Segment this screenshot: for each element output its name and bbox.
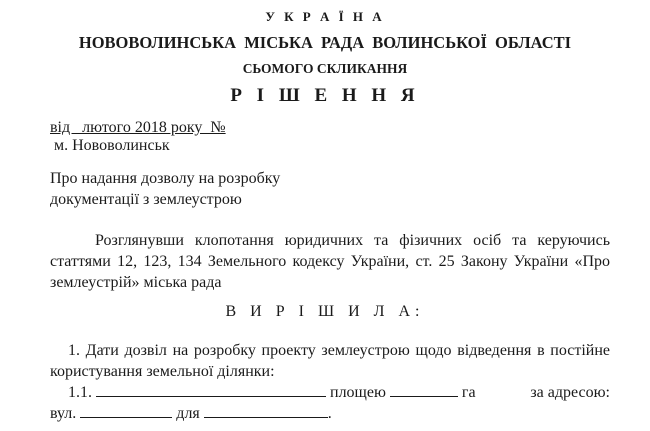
blank-field-purpose[interactable] [204, 403, 328, 418]
preamble-text: Розглянувши клопотання юридичних та фізичних осіб та керуючись статтями 12, 123, 134 Земельного кодексу України, ст. 25 Закону України «Про землеустрій» міська рада [50, 232, 610, 291]
end-period: . [327, 405, 332, 422]
header-country: У К Р А Ї Н А [265, 9, 385, 24]
decision-subitem-1-1 [50, 382, 610, 403]
decided-heading: В И Р І Ш И Л А: [225, 303, 425, 320]
blank-field-street[interactable] [80, 403, 172, 418]
subject-line-2: документації з землеустрою [50, 191, 242, 208]
decision-item-1 [50, 340, 610, 382]
unit-label: га [461, 384, 476, 401]
area-label: площею [330, 384, 386, 401]
blank-field-applicant[interactable] [96, 382, 326, 397]
address-label: за адресою: [530, 384, 610, 401]
date-line: від лютого 2018 року № [50, 119, 226, 136]
item-text: Дати дозвіл на розробку проекту землеустрою щодо відведення в постійне користування земельної ділянки: [50, 342, 611, 380]
purpose-label: для [176, 405, 200, 422]
city-line: м. Нововолинськ [54, 137, 170, 154]
header-council: НОВОВОЛИНСЬКА МІСЬКА РАДА ВОЛИНСЬКОЇ ОБЛАСТІ [78, 33, 572, 52]
document-title: Р І Ш Е Н Н Я [230, 85, 420, 106]
preamble-paragraph [50, 230, 610, 293]
decision-items [50, 340, 610, 424]
blank-field-area[interactable] [390, 382, 458, 397]
subitem-number: 1.1. [68, 384, 92, 401]
subject-line-1: Про надання дозволу на розробку [50, 170, 281, 187]
decision-subitem-address-line [50, 403, 610, 424]
header-convocation: СЬОМОГО СКЛИКАННЯ [242, 61, 408, 76]
item-number: 1. [68, 342, 80, 359]
street-label: вул. [50, 405, 77, 422]
